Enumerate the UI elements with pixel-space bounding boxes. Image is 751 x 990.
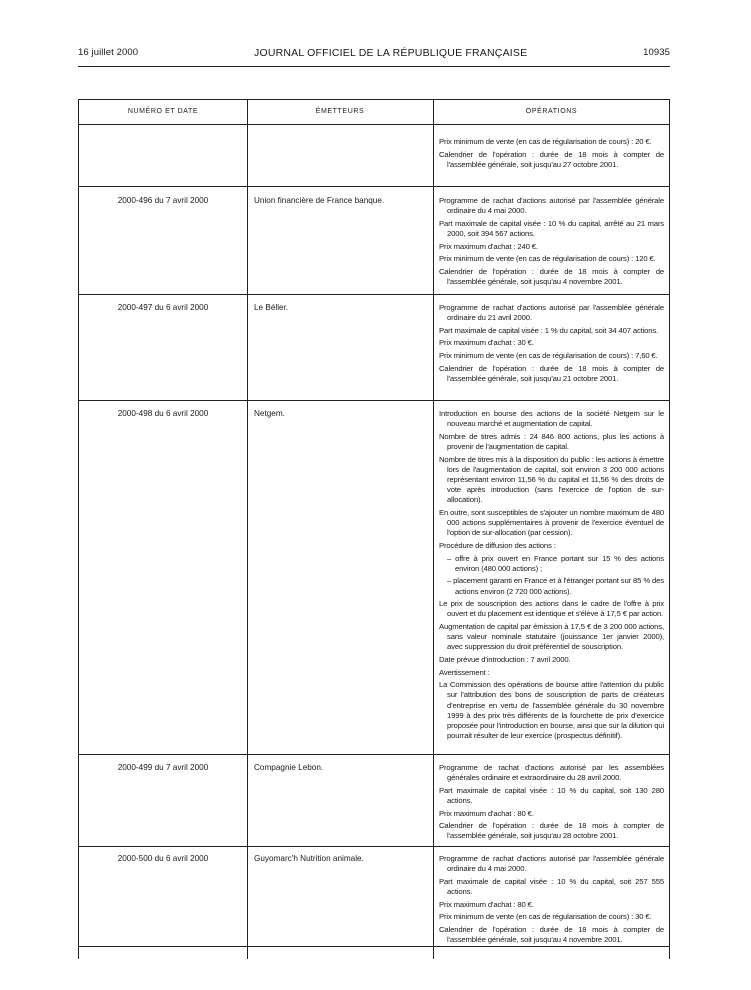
operation-line: – placement garanti en France et à l'étranger portant sur 85 % des actions environ (2 720 000 actions). [447, 576, 664, 596]
row-separator [79, 400, 669, 401]
operation-line: Calendrier de l'opération : durée de 18 mois à compter de l'assemblée générale, soit jusqu'au 21 octobre 2001. [439, 363, 664, 383]
operation-line: Prix maximum d'achat : 80 €. [439, 808, 534, 818]
operation-line: Part maximale de capital visée : 10 % du capital, arrêté au 21 mars 2000, soit 394 567 actions. [439, 218, 664, 238]
operation-line: Calendrier de l'opération : durée de 18 mois à compter de l'assemblée générale, soit jusqu'au 4 novembre 2001. [439, 924, 664, 944]
row-separator [79, 754, 669, 755]
operation-line: Programme de rachat d'actions autorisé par l'assemblée générale ordinaire du 21 avril 2000. [439, 303, 664, 323]
operation-line: Calendrier de l'opération : durée de 18 mois à compter de l'assemblée générale, soit jusqu'au 4 novembre 2001. [439, 266, 664, 286]
operation-line: Prix maximum d'achat : 30 €. [439, 338, 534, 348]
number-date-cell: 2000-498 du 6 avril 2000 [117, 409, 209, 418]
operation-line: Part maximale de capital visée : 1 % du capital, soit 34 407 actions. [439, 325, 659, 335]
column-header-operations: OPÉRATIONS [525, 108, 578, 115]
row-separator [79, 294, 669, 295]
operation-line: Nombre de titres mis à la disposition du public : les actions à émettre lors de l'augmentation de capital, soit environ 3 200 000 actions représentant environ 11,56 % du capital et 11,56 % des droits de vote après introduction (sans l'exercice de l'option de sur-allocation). [439, 454, 664, 505]
operation-line: – offre à prix ouvert en France portant sur 15 % des actions environ (480 000 actions) ; [447, 553, 664, 573]
operation-line: Prix minimum de vente (en cas de régularisation de cours) : 20 €. [439, 137, 652, 146]
header-date: 16 juillet 2000 [78, 47, 139, 58]
issuer-cell: Netgem. [254, 409, 285, 418]
operations-cell [439, 303, 664, 386]
column-divider [247, 100, 248, 959]
page-number: 10935 [643, 47, 670, 58]
operation-line: Prix maximum d'achat : 240 €. [439, 241, 538, 251]
operations-cell [439, 137, 664, 172]
operation-line: Calendrier de l'opération : durée de 18 mois à compter de l'assemblée générale, soit jusqu'au 27 octobre 2001. [439, 149, 664, 169]
column-divider [433, 100, 434, 959]
number-date-cell: 2000-499 du 7 avril 2000 [117, 763, 209, 772]
column-header-issuers: ÉMETTEURS [315, 108, 365, 115]
operation-line: Date prévue d'introduction : 7 avril 2000. [439, 654, 571, 664]
operation-line: Procédure de diffusion des actions : [439, 541, 556, 550]
operations-table [78, 99, 670, 959]
number-date-cell: 2000-500 du 6 avril 2000 [117, 854, 209, 863]
row-separator [79, 846, 669, 847]
page-header [78, 47, 670, 61]
operation-line: La Commission des opérations de bourse attire l'attention du public sur l'attribution des bons de souscription de parts de créateurs d'entreprise en vertu de l'assemblée générale du 30 novembre 1999 à des prix très différents de la fourchette de prix d'exercice proposée pour l'introduction en bourse, ainsi que sur la dilution qui pourrait résulter de leur exercice (prospectus définitif). [439, 680, 664, 741]
operation-line: En outre, sont susceptibles de s'ajouter un nombre maximum de 480 000 actions supplémentaires à provenir de l'exercice éventuel de l'option de sur-allocation (par cession). [439, 508, 664, 538]
header-separator [79, 124, 669, 125]
issuer-cell: Compagnie Lebon. [254, 763, 324, 772]
operation-line: Programme de rachat d'actions autorisé par l'assemblée générale ordinaire du 4 mai 2000. [439, 196, 664, 216]
column-header-number-date: NUMÉRO ET DATE [127, 108, 199, 115]
operation-line: Avertissement : [439, 667, 490, 677]
row-separator [79, 186, 669, 187]
operation-line: Prix minimum de vente (en cas de régularisation de cours) : 120 €. [439, 254, 656, 264]
operation-line: Nombre de titres admis : 24 846 800 actions, plus les actions à provenir de l'augmentation de capital. [439, 431, 664, 451]
operation-line: Calendrier de l'opération : durée de 18 mois à compter de l'assemblée générale, soit jusqu'au 28 octobre 2001. [439, 821, 664, 841]
operation-line: Prix minimum de vente (en cas de régularisation de cours) : 30 €. [439, 912, 652, 922]
number-date-cell: 2000-497 du 6 avril 2000 [117, 303, 209, 312]
journal-title: JOURNAL OFFICIEL DE LA RÉPUBLIQUE FRANÇAISE [254, 47, 528, 59]
operations-cell [439, 196, 664, 290]
number-date-cell: 2000-496 du 7 avril 2000 [117, 196, 209, 205]
operation-line: Prix maximum d'achat : 80 €. [439, 899, 534, 909]
issuer-cell: Guyomarc'h Nutrition animale. [254, 854, 364, 863]
operation-line: Part maximale de capital visée : 10 % du capital, soit 130 280 actions. [439, 785, 664, 805]
operations-cell [439, 763, 664, 844]
operation-line: Part maximale de capital visée : 10 % du capital, soit 257 555 actions. [439, 876, 664, 896]
operation-line: Programme de rachat d'actions autorisé par les assemblées générales ordinaire et extraordinaire du 28 avril 2000. [439, 763, 664, 783]
operations-cell [439, 409, 664, 744]
operation-line: Introduction en bourse des actions de la société Netgem sur le nouveau marché et augmentation de capital. [439, 409, 664, 429]
operation-line: Augmentation de capital par émission à 17,5 € de 3 200 000 actions, sans valeur nominale statutaire (jouissance 1er janvier 2000), avec suppression du droit préférentiel de souscription. [439, 621, 664, 652]
operation-line: Programme de rachat d'actions autorisé par l'assemblée générale ordinaire du 4 mai 2000. [439, 854, 664, 874]
operation-line: Prix minimum de vente (en cas de régularisation de cours) : 7,60 €. [439, 350, 658, 360]
operation-line: Le prix de souscription des actions dans le cadre de l'offre à prix ouvert et du placement est identique et s'élève à 17,5 € par action. [439, 599, 664, 619]
header-rule [78, 66, 670, 67]
operations-cell [439, 854, 664, 948]
issuer-cell: Le Béller. [254, 303, 289, 312]
issuer-cell: Union financière de France banque. [254, 196, 385, 205]
